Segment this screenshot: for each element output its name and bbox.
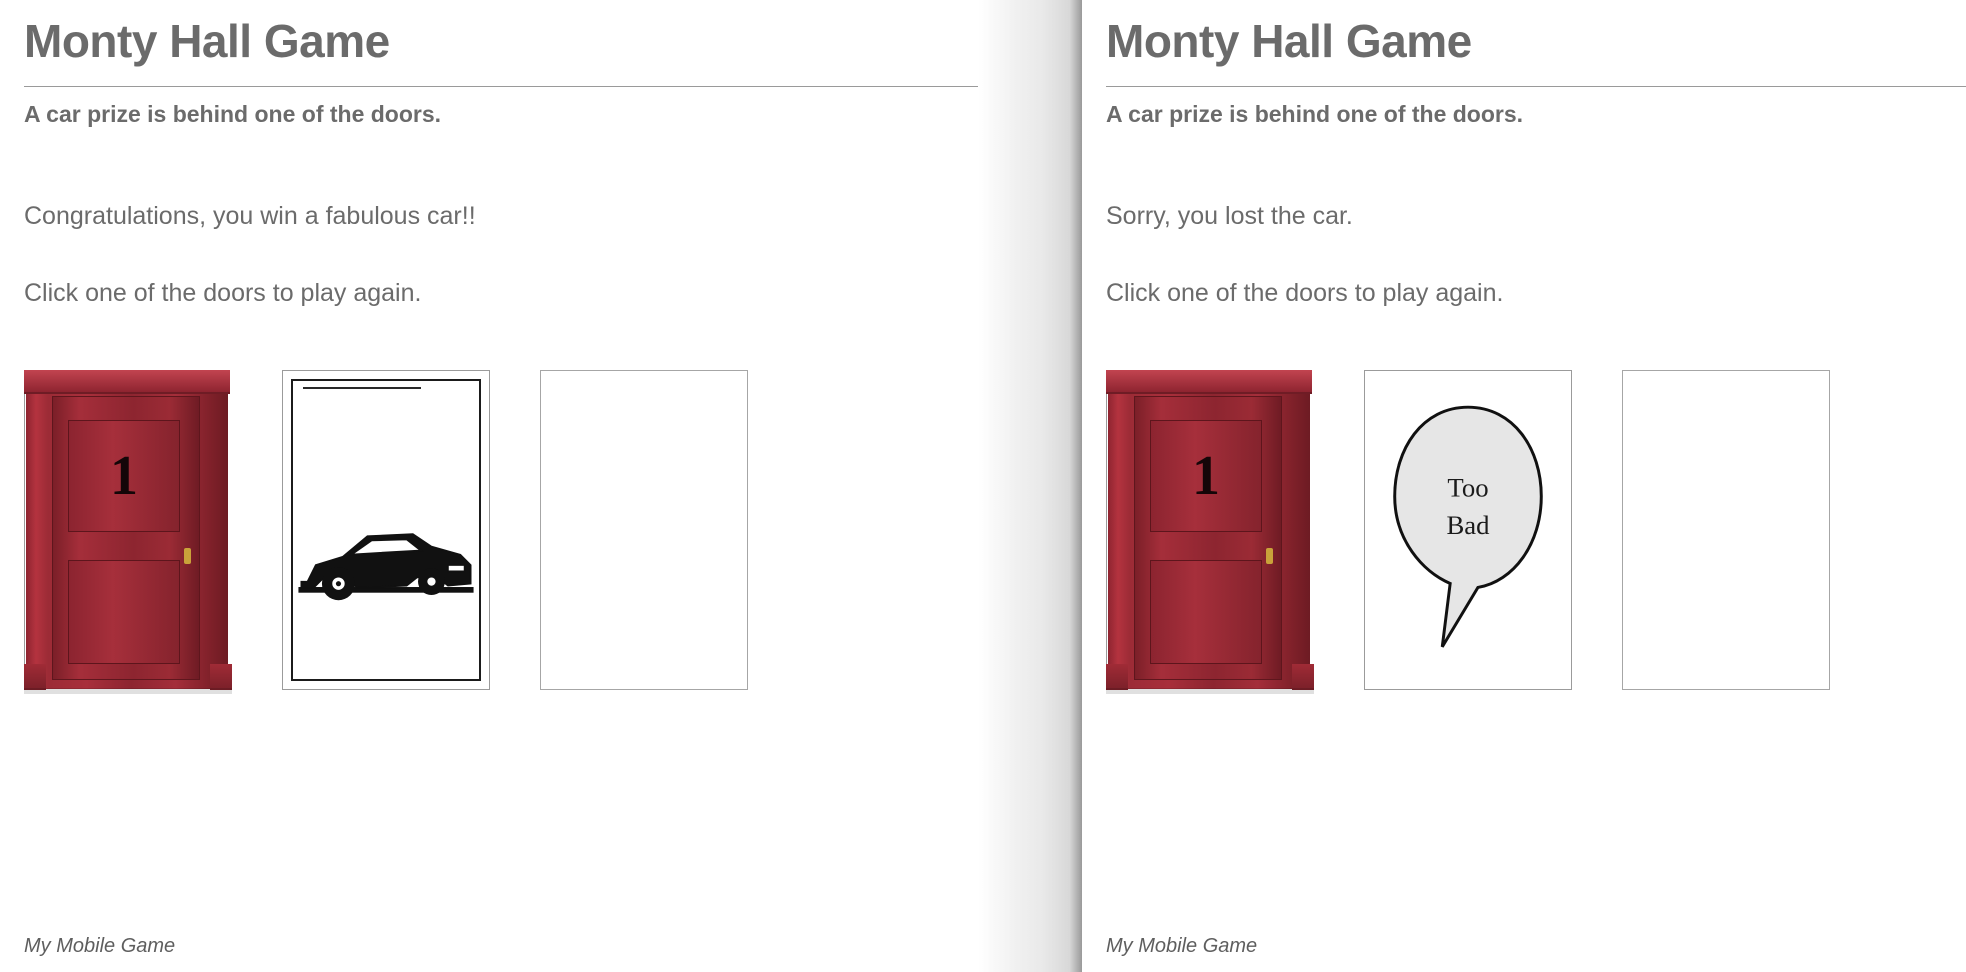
door-2[interactable] (282, 370, 492, 690)
doors-row (1106, 370, 1966, 690)
page-title: Monty Hall Game (24, 15, 390, 67)
car-image-frame (291, 379, 481, 681)
door-knob-icon (184, 548, 191, 564)
footer-caption: My Mobile Game (24, 935, 176, 957)
door-plinth-right (210, 664, 232, 690)
car-icon (293, 501, 479, 615)
open-door-box (1364, 370, 1572, 690)
closed-door-icon (1106, 370, 1314, 690)
game-subtitle: A car prize is behind one of the doors. (24, 101, 442, 127)
closed-door-icon (24, 370, 232, 690)
door-base-shadow (24, 688, 232, 694)
open-door-box-empty (1622, 370, 1830, 690)
footer-caption: My Mobile Game (1106, 935, 1258, 957)
game-status-message: Congratulations, you win a fabulous car!! (24, 202, 476, 230)
door-number-label: 1 (110, 445, 138, 507)
door-plinth-left (1106, 664, 1128, 690)
door-1[interactable] (1106, 370, 1316, 690)
door-1[interactable] (24, 370, 234, 690)
door-base-shadow (1106, 688, 1314, 694)
door-number-label: 1 (1192, 445, 1220, 507)
game-panel-right (1082, 0, 1966, 972)
game-instruction: Click one of the doors to play again. (24, 279, 422, 307)
door-2[interactable] (1364, 370, 1574, 690)
door-knob-icon (1266, 548, 1273, 564)
door-panel-lower (1150, 560, 1262, 664)
bubble-line-1: Too (1447, 472, 1489, 503)
title-divider (1106, 86, 1966, 87)
door-plinth-right (1292, 664, 1314, 690)
open-door-box (282, 370, 490, 690)
door-panel-lower (68, 560, 180, 664)
car-image-topline (303, 387, 421, 389)
door-lintel (1106, 370, 1312, 394)
door-lintel (24, 370, 230, 394)
open-door-box-empty (540, 370, 748, 690)
speech-bubble-icon (1365, 371, 1571, 689)
game-status-message: Sorry, you lost the car. (1106, 202, 1353, 230)
game-panel-left (0, 0, 978, 972)
title-divider (24, 86, 978, 87)
game-subtitle: A car prize is behind one of the doors. (1106, 101, 1524, 127)
bubble-line-2: Bad (1446, 509, 1490, 540)
door-plinth-left (24, 664, 46, 690)
door-3[interactable] (1622, 370, 1832, 690)
game-instruction: Click one of the doors to play again. (1106, 279, 1504, 307)
panel-separator (978, 0, 1082, 972)
page-title: Monty Hall Game (1106, 15, 1472, 67)
door-3[interactable] (540, 370, 750, 690)
doors-row (24, 370, 978, 690)
